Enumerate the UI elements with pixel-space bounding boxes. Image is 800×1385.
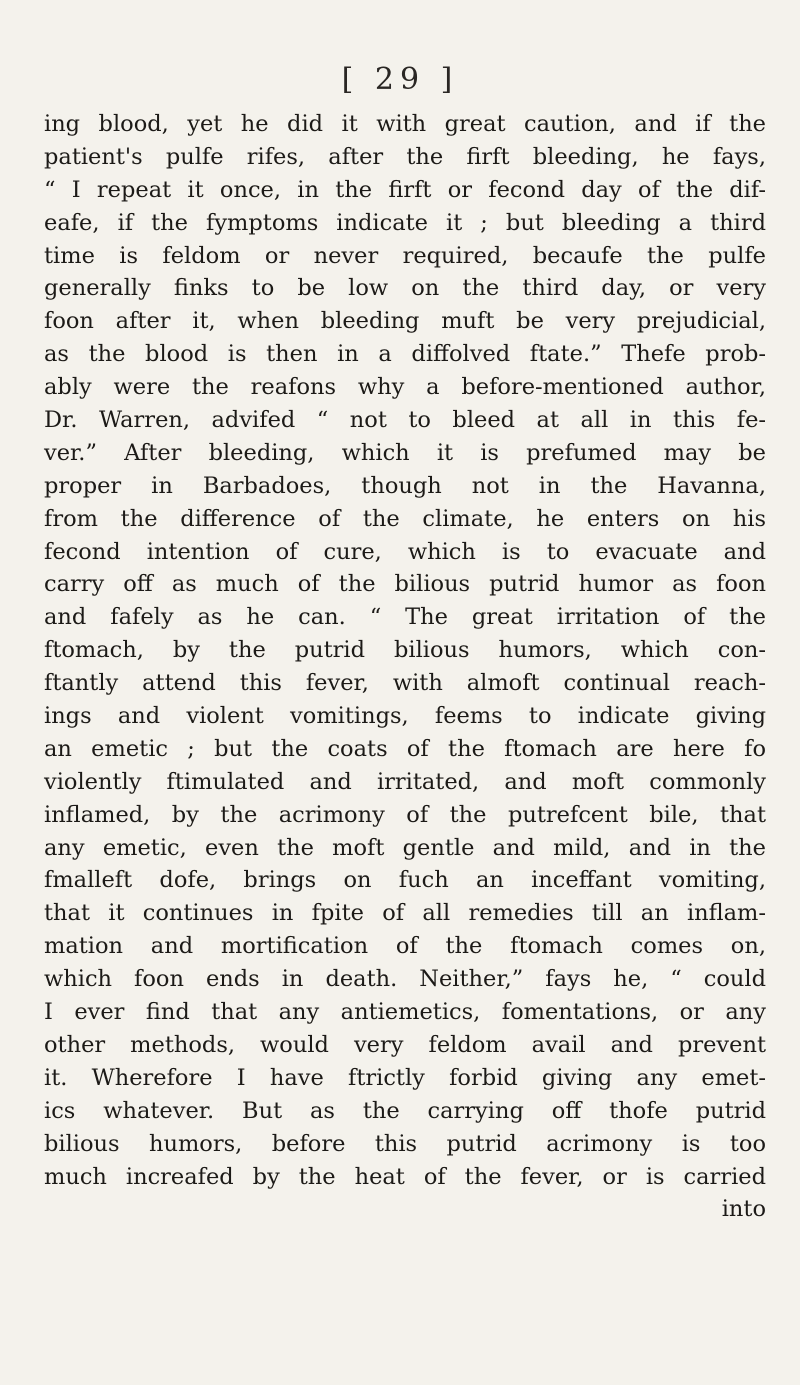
text-line: which foon ends in death. Neither,” fays he, “ could <box>44 966 766 993</box>
text-line: as the blood is then in a diffolved ftate.” Thefe prob- <box>44 341 766 368</box>
text-line: ftomach, by the putrid bilious humors, which con- <box>44 637 766 664</box>
text-line: inflamed, by the acrimony of the putrefcent bile, that <box>44 801 766 828</box>
text-line: bilious humors, before this putrid acrimony is too <box>44 1130 766 1157</box>
text-line: ings and violent vomitings, feems to indicate giving <box>44 703 766 730</box>
text-line: eafe, if the fymptoms indicate it ; but bleeding a third <box>44 209 766 236</box>
text-line: much increafed by the heat of the fever, or is carried <box>44 1163 766 1190</box>
text-line: from the difference of the climate, he enters on his <box>44 505 766 532</box>
text-line: it. Wherefore I have ftrictly forbid giving any emet- <box>44 1064 766 1091</box>
text-line: generally finks to be low on the third day, or very <box>44 275 766 302</box>
text-line: fmalleft dofe, brings on fuch an inceffant vomiting, <box>44 867 766 894</box>
text-line: any emetic, even the moft gentle and mild, and in the <box>44 834 766 861</box>
page-number-header: [ 29 ] <box>341 62 459 97</box>
text-line: ftantly attend this fever, with almoft continual reach- <box>44 670 766 697</box>
catchword: into <box>721 1196 766 1223</box>
text-line: that it continues in fpite of all remedies till an inflam- <box>44 900 766 927</box>
text-line: ably were the reafons why a before-mentioned author, <box>44 374 766 401</box>
text-line: fecond intention of cure, which is to evacuate and <box>44 538 766 565</box>
text-line: mation and mortification of the ftomach comes on, <box>44 933 766 960</box>
text-line: ver.” After bleeding, which it is prefumed may be <box>44 439 766 466</box>
text-line: other methods, would very feldom avail and prevent <box>44 1031 766 1058</box>
text-line: and fafely as he can. “ The great irritation of the <box>44 604 766 631</box>
text-line: time is feldom or never required, becaufe the pulfe <box>44 242 766 269</box>
text-line: an emetic ; but the coats of the ftomach are here fo <box>44 735 766 762</box>
body-text <box>44 108 766 1226</box>
text-line: proper in Barbadoes, though not in the Havanna, <box>44 472 766 499</box>
text-line: I ever find that any antiemetics, fomentations, or any <box>44 999 766 1026</box>
text-line: violently ftimulated and irritated, and moft commonly <box>44 768 766 795</box>
text-line: carry off as much of the bilious putrid humor as foon <box>44 571 766 598</box>
text-line: patient's pulfe rifes, after the firft bleeding, he fays, <box>44 143 766 170</box>
text-line: “ I repeat it once, in the firft or fecond day of the dif- <box>44 176 766 203</box>
text-line: ing blood, yet he did it with great caution, and if the <box>44 111 766 137</box>
text-line: foon after it, when bleeding muft be very prejudicial, <box>44 308 766 335</box>
text-line: ics whatever. But as the carrying off thofe putrid <box>44 1097 766 1124</box>
text-line: Dr. Warren, advifed “ not to bleed at all in this fe- <box>44 407 766 434</box>
